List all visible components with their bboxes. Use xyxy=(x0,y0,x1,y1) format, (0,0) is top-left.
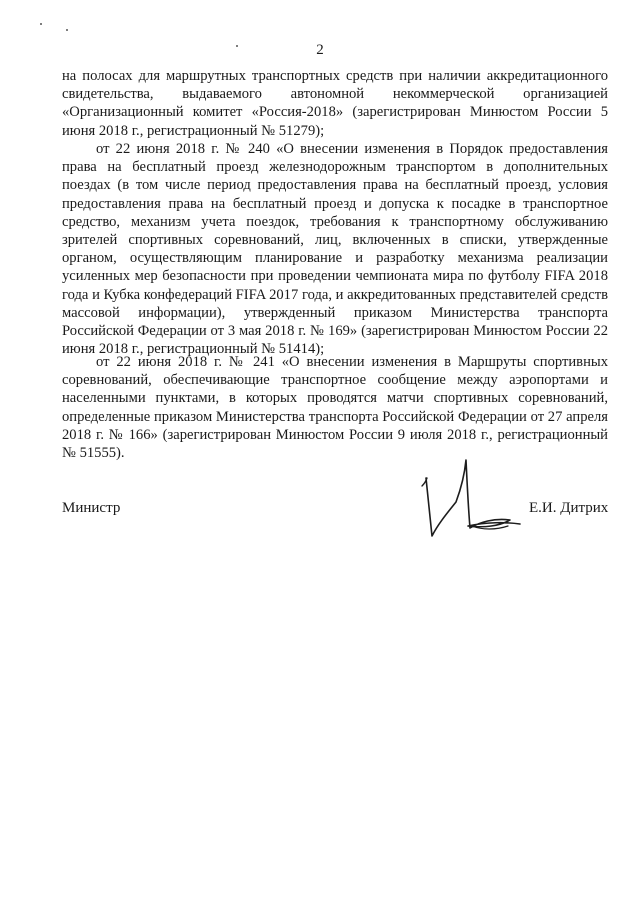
page-number: 2 xyxy=(316,42,324,58)
paragraph-continuation: на полосах для маршрутных транспортных средств при наличии аккредитационного свидетельства, выдаваемого автономной некоммерческой организацией «Организационный комитет «Россия-2018» (зарегистрирован Минюстом России 5 июня 2018 г., регистрационный № 51279); xyxy=(62,68,608,139)
handwritten-signature xyxy=(408,456,528,556)
scan-speck xyxy=(40,23,42,25)
paragraph-order-241: от 22 июня 2018 г. № 241 «О внесении изменения в Маршруты спортивных соревнований, обеспечивающие транспортное сообщение между аэропортами и населенными пунктами, в которых проводятся матчи спортивных соревнований, определенные приказом Министерства транспорта Российской Федерации от 27 апреля 2018 г. № 166» (зарегистрирован Минюстом России 9 июля 2018 г., регистрационный № 51555). xyxy=(62,354,608,462)
scan-speck xyxy=(66,29,68,31)
paragraph-order-240: от 22 июня 2018 г. № 240 «О внесении изменения в Порядок предоставления права на бесплатный проезд железнодорожным транспортом в дополнительных поездах (в том числе период предоставления права на бесплатный проезд, условия предоставления права на бесплатный проезд и допуска к посадке в транспортное средство, механизм учета поездок, требования к транспортному обслуживанию зрителей спортивных соревнований, лиц, включенных в списки, утвержденные органом, осуществляющим планирование и разработку механизма реализации усиленных мер безопасности при проведении чемпионата мира по футболу FIFA 2018 года и Кубка конфедераций FIFA 2017 года, и аккредитованных представителей средств массовой информации), утвержденный приказом Министерства транспорта Российской Федерации от 3 мая 2018 г. № 169» (зарегистрирован Минюстом России 22 июня 2018 г., регистрационный № 51414); xyxy=(62,141,608,358)
signatory-title: Министр xyxy=(62,500,121,516)
signatory-name: Е.И. Дитрих xyxy=(529,500,609,516)
